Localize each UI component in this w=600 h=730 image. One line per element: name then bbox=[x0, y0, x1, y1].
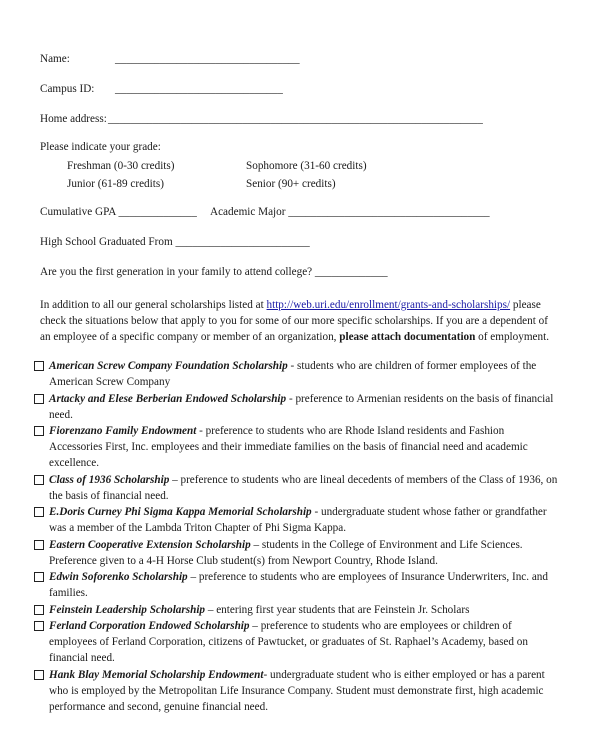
intro-text-start: In addition to all our general scholarships listed at bbox=[40, 299, 267, 311]
name-label: Name: bbox=[40, 53, 70, 65]
intro-text-middle: please check the situations below that apply to you for some of our more specific scholarships. If you are a dependent of an employee of a specific company or member of an organization, bbox=[40, 299, 548, 343]
first-generation-field[interactable]: Are you the first generation in your family to attend college? _____________ bbox=[40, 266, 388, 278]
scholarship-name: American Screw Company Foundation Scholarship bbox=[49, 360, 288, 372]
scholarships-link[interactable]: http://web.uri.edu/enrollment/grants-and-scholarships/ bbox=[266, 299, 511, 311]
scholarship-name: Ferland Corporation Endowed Scholarship bbox=[49, 620, 250, 632]
home-address-label: Home address: bbox=[40, 113, 107, 125]
scholarship-name: Feinstein Leadership Scholarship bbox=[49, 603, 206, 616]
scholarship-checkbox[interactable] bbox=[34, 361, 44, 371]
intro-bold-text: please attach documentation bbox=[339, 331, 476, 343]
scholarship-description: - undergraduate student who is either employed or has a parent who is employed by the Metropolitan Life Insurance Company. Student must demonstrate first, high academic performance and second, genuine financial need. bbox=[49, 668, 545, 713]
scholarship-checkbox[interactable] bbox=[34, 572, 44, 582]
intro-text-end: of employment. bbox=[475, 331, 550, 343]
grade-prompt: Please indicate your grade: bbox=[40, 141, 161, 153]
scholarship-item bbox=[34, 504, 558, 536]
grade-option-junior[interactable]: Junior (61-89 credits) bbox=[67, 178, 164, 190]
grade-option-sophomore[interactable]: Sophomore (31-60 credits) bbox=[246, 160, 367, 172]
scholarship-checkbox[interactable] bbox=[34, 670, 44, 680]
campus-id-field[interactable]: ______________________________ bbox=[115, 83, 283, 95]
scholarship-name: E.Doris Curney Phi Sigma Kappa Memorial Scholarship bbox=[49, 506, 312, 518]
scholarship-checklist bbox=[34, 358, 558, 715]
home-address-field[interactable]: ___________________________________________________________________ bbox=[108, 113, 483, 125]
grade-option-senior[interactable]: Senior (90+ credits) bbox=[246, 178, 336, 190]
scholarship-description: – entering first year students that are Feinstein Jr. Scholars bbox=[205, 603, 470, 616]
gpa-field[interactable]: Cumulative GPA ______________ bbox=[40, 206, 197, 218]
scholarship-description: – students in the College of Environment and Life Sciences. Preference given to a 4-H Horse Club student(s) from Newport Country, Rhode Island. bbox=[49, 538, 523, 567]
academic-major-field[interactable]: Academic Major ____________________________________ bbox=[210, 206, 490, 218]
high-school-field[interactable]: High School Graduated From ________________________ bbox=[40, 236, 310, 248]
scholarship-description: – preference to students who are employees or children of employees of Ferland Corporation, citizens of Pawtucket, or graduates of St. Raphael’s Academy, based on financial need. bbox=[49, 620, 528, 664]
scholarship-item bbox=[34, 358, 558, 390]
scholarship-checkbox[interactable] bbox=[34, 475, 44, 485]
scholarship-description: – preference to students who are lineal decedents of members of the Class of 1936, on the basis of financial need. bbox=[49, 473, 558, 502]
scholarship-name: Class of 1936 Scholarship bbox=[49, 473, 170, 486]
scholarship-checkbox[interactable] bbox=[34, 621, 44, 631]
scholarship-description: - preference to students who are Rhode Island residents and Fashion Accessories First, Inc. employees and their immediate families on the basis of financial need and academic excellence. bbox=[49, 425, 528, 469]
scholarship-checkbox[interactable] bbox=[34, 540, 44, 550]
scholarship-checkbox[interactable] bbox=[34, 426, 44, 436]
scholarship-description: - students who are children of former employees of the American Screw Company bbox=[49, 360, 537, 388]
scholarship-checkbox[interactable] bbox=[34, 605, 44, 615]
scholarship-item bbox=[34, 472, 558, 504]
scholarship-name: Edwin Soforenko Scholarship bbox=[49, 571, 188, 583]
scholarship-item bbox=[34, 537, 558, 569]
scholarship-item bbox=[34, 391, 558, 423]
scholarship-item bbox=[34, 602, 558, 618]
grade-option-freshman[interactable]: Freshman (0-30 credits) bbox=[67, 160, 175, 172]
name-field[interactable]: _________________________________ bbox=[115, 53, 300, 65]
intro-paragraph bbox=[40, 297, 560, 345]
scholarship-item bbox=[34, 667, 558, 715]
scholarship-checkbox[interactable] bbox=[34, 507, 44, 517]
scholarship-name: Hank Blay Memorial Scholarship Endowment bbox=[49, 668, 264, 681]
scholarship-description: - preference to Armenian residents on the basis of financial need. bbox=[49, 392, 554, 421]
campus-id-label: Campus ID: bbox=[40, 83, 95, 95]
scholarship-item bbox=[34, 423, 558, 471]
scholarship-name: Artacky and Elese Berberian Endowed Scholarship bbox=[49, 392, 287, 405]
scholarship-item bbox=[34, 618, 558, 666]
scholarship-name: Fiorenzano Family Endowment bbox=[49, 425, 197, 437]
scholarship-checkbox[interactable] bbox=[34, 394, 44, 404]
scholarship-description: - undergraduate student whose father or grandfather was a member of the Lambda Triton Chapter of Phi Sigma Kappa. bbox=[49, 506, 547, 534]
scholarship-item bbox=[34, 569, 558, 601]
scholarship-description: – preference to students who are employees of Insurance Underwriters, Inc. and families. bbox=[49, 571, 548, 599]
scholarship-name: Eastern Cooperative Extension Scholarship bbox=[49, 538, 251, 551]
